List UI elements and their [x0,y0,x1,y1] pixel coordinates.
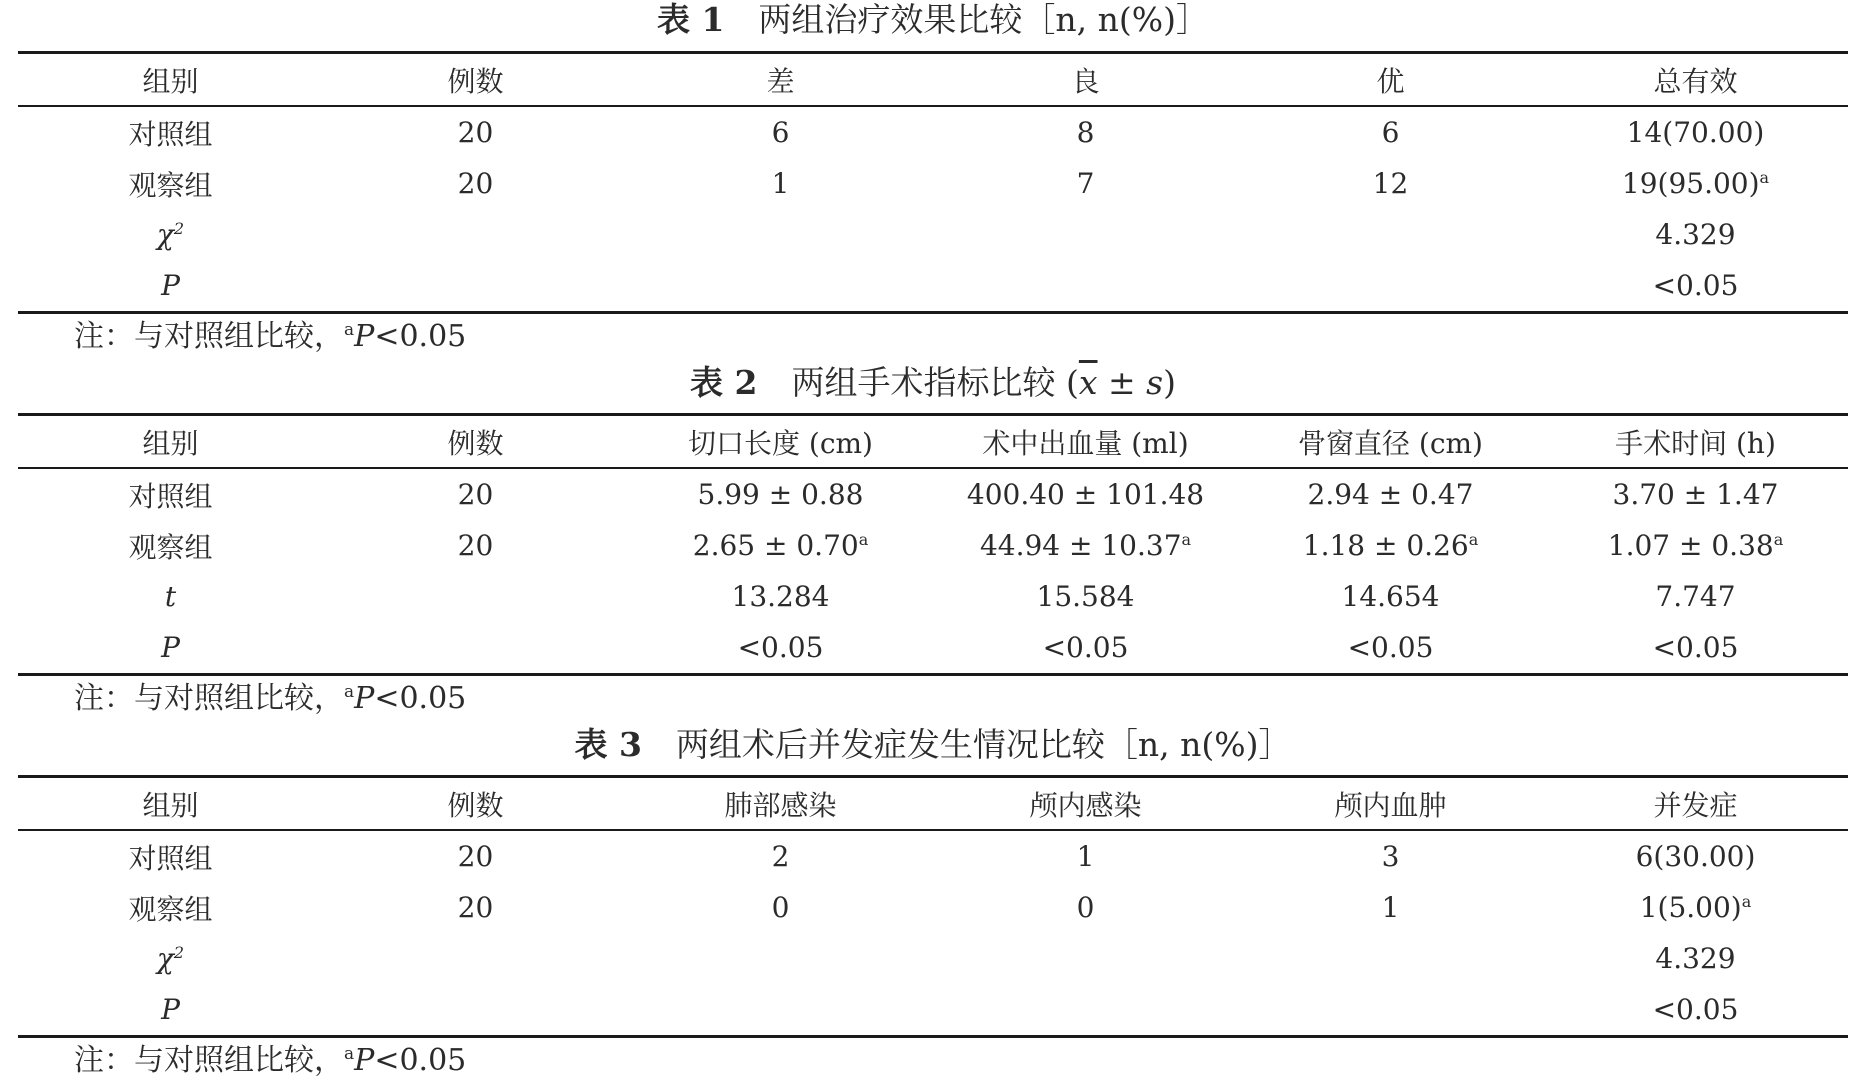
significance-mark: a [1468,530,1479,549]
table-row [18,106,1848,158]
table-row [18,158,1848,209]
stat-value [933,209,1238,260]
stat-value: <0.05 [1543,984,1848,1037]
cell-value: 观察组 [128,530,213,564]
stat-value: 13.284 [731,580,830,613]
table-1-label: 表 1 [656,0,725,39]
table-cell [933,106,1238,158]
stat-value: <0.05 [933,622,1238,675]
table-cell [18,106,323,158]
column-header: 组别 [18,53,323,107]
stat-value [1238,933,1543,984]
cell-value: 19(95.00) [1621,167,1760,200]
table-cell [323,468,628,520]
table-1-caption [0,0,1866,42]
cell-value: 对照组 [128,479,213,513]
significance-mark: a [1773,530,1784,549]
stat-symbol: P [161,631,180,664]
table-2-title-mid: ± [1097,363,1147,402]
table-cell [1238,468,1543,520]
significance-mark: a [1741,892,1752,911]
table-cell [323,158,628,209]
stat-value: <0.05 [1543,622,1848,675]
cell-value: 3.70 ± 1.47 [1612,478,1779,511]
cell-value: 20 [457,478,494,511]
note-prefix: 注：与对照组比较， [74,681,344,716]
table-cell [933,882,1238,933]
stat-value: <0.05 [1238,622,1543,675]
table-cell [323,830,628,882]
cell-value: 44.94 ± 10.37 [979,529,1182,562]
stat-value: <0.05 [1543,260,1848,313]
table-2-note [74,679,466,719]
stat-value [628,260,933,313]
significance-mark: a [1181,530,1192,549]
table-cell [1543,830,1848,882]
table-cell [1238,106,1543,158]
stat-value [323,933,628,984]
table-cell [1543,158,1848,209]
table-cell [1238,158,1543,209]
table-3-note [74,1041,466,1081]
stat-value [628,984,933,1037]
cell-value: 1 [771,167,790,200]
cell-value: 14(70.00) [1626,116,1765,149]
stat-value [933,933,1238,984]
stat-row [18,622,1848,675]
table-cell [628,468,933,520]
table-1-header-row [18,53,1848,107]
column-header: 组别 [18,777,323,831]
note-rest: <0.05 [374,319,467,354]
table-row [18,520,1848,571]
table-cell [933,830,1238,882]
stat-value: 4.329 [1655,218,1736,251]
cell-value: 对照组 [128,841,213,875]
note-rest: <0.05 [374,1043,467,1078]
note-mark: a [344,682,355,702]
column-header: 总有效 [1543,53,1848,107]
cell-value: 12 [1372,167,1409,200]
stat-row [18,571,1848,622]
column-header: 例数 [323,777,628,831]
stat-exponent: 2 [173,219,185,238]
table-cell [933,158,1238,209]
table-cell [1543,882,1848,933]
note-prefix: 注：与对照组比较， [74,1043,344,1078]
stat-label [18,209,323,260]
stat-value [1238,984,1543,1037]
table-cell [1238,830,1543,882]
cell-value: 20 [457,891,494,924]
cell-value: 6 [771,116,790,149]
table-cell [18,158,323,209]
cell-value: 2.94 ± 0.47 [1307,478,1474,511]
cell-value: 400.40 ± 101.48 [966,478,1205,511]
note-p: P [354,319,375,354]
cell-value: 6(30.00) [1635,840,1756,873]
table-1-note [74,317,466,357]
cell-value: 5.99 ± 0.88 [697,478,864,511]
stat-value [323,622,628,675]
table-1 [18,51,1848,314]
stat-value: <0.05 [628,622,933,675]
cell-value: 20 [457,167,494,200]
cell-value: 20 [457,840,494,873]
significance-mark: a [858,530,869,549]
cell-value: 观察组 [128,892,213,926]
cell-value: 1 [1381,891,1400,924]
table-2-caption [0,361,1866,405]
table-cell [323,882,628,933]
table-cell [628,106,933,158]
stat-value: 7.747 [1655,580,1736,613]
stat-value [933,984,1238,1037]
column-header: 骨窗直径 (cm) [1238,415,1543,469]
cell-value: 0 [1076,891,1095,924]
stat-value: 14.654 [1341,580,1440,613]
stat-row [18,209,1848,260]
cell-value: 1.18 ± 0.26 [1302,529,1469,562]
stat-label [18,260,323,313]
stat-label [18,571,323,622]
table-2-title-xbar: $\overline{x}$ [1078,363,1098,402]
table-cell [18,830,323,882]
stat-symbol: P [161,993,180,1026]
note-mark: a [344,320,355,340]
cell-value: 1.07 ± 0.38 [1607,529,1774,562]
table-cell [628,882,933,933]
stat-row [18,984,1848,1037]
stat-value: 15.584 [1036,580,1135,613]
table-1-title: 两组治疗效果比较［n, n(%)］ [758,0,1210,39]
table-cell [628,830,933,882]
stat-row [18,260,1848,313]
table-3-caption [0,723,1866,767]
table-cell [1543,468,1848,520]
table-3-header-row [18,777,1848,831]
table-2-title-s: s [1146,363,1164,402]
table-cell [1238,882,1543,933]
table-cell [1543,106,1848,158]
column-header: 差 [628,53,933,107]
table-cell [1238,520,1543,571]
stat-symbol: χ [156,942,174,975]
cell-value: 观察组 [128,168,213,202]
stat-value [323,209,628,260]
stat-value [628,933,933,984]
stat-symbol: P [161,269,180,302]
stat-symbol: t [164,580,177,613]
table-cell [323,106,628,158]
table-2-label: 表 2 [690,363,758,402]
significance-mark: a [1759,168,1770,187]
note-prefix: 注：与对照组比较， [74,319,344,354]
column-header: 肺部感染 [628,777,933,831]
table-3-title: 两组术后并发症发生情况比较［n, n(%)］ [675,725,1292,764]
column-header: 颅内血肿 [1238,777,1543,831]
column-header: 术中出血量 (ml) [933,415,1238,469]
table-cell [628,158,933,209]
cell-value: 0 [771,891,790,924]
cell-value: 20 [457,529,494,562]
cell-value: 2.65 ± 0.70 [692,529,859,562]
cell-value: 2 [771,840,790,873]
table-row [18,882,1848,933]
table-2 [18,413,1848,676]
note-mark: a [344,1044,355,1064]
stat-value: 4.329 [1655,942,1736,975]
stat-symbol: χ [156,218,174,251]
cell-value: 7 [1076,167,1095,200]
cell-value: 1(5.00) [1639,891,1742,924]
table-cell [18,882,323,933]
note-p: P [354,681,375,716]
table-2-title-post: ) [1163,363,1176,402]
cell-value: 20 [457,116,494,149]
cell-value: 8 [1076,116,1095,149]
stat-value [933,260,1238,313]
stat-value [323,571,628,622]
cell-value: 6 [1381,116,1400,149]
column-header: 切口长度 (cm) [628,415,933,469]
note-p: P [354,1043,375,1078]
table-2-title-pre: 两组手术指标比较 ( [791,363,1079,402]
stat-value [628,209,933,260]
stat-exponent: 2 [173,943,185,962]
table-row [18,830,1848,882]
table-cell [933,520,1238,571]
cell-value: 对照组 [128,117,213,151]
stat-value [1238,260,1543,313]
stat-label [18,622,323,675]
column-header: 手术时间 (h) [1543,415,1848,469]
table-row [18,468,1848,520]
stat-value [1238,209,1543,260]
table-3 [18,775,1848,1038]
column-header: 优 [1238,53,1543,107]
column-header: 例数 [323,53,628,107]
column-header: 组别 [18,415,323,469]
table-cell [18,468,323,520]
table-2-header-row [18,415,1848,469]
table-cell [323,520,628,571]
stat-row [18,933,1848,984]
stat-value [323,260,628,313]
stat-label [18,933,323,984]
column-header: 并发症 [1543,777,1848,831]
stat-value [323,984,628,1037]
cell-value: 3 [1381,840,1400,873]
table-cell [628,520,933,571]
column-header: 颅内感染 [933,777,1238,831]
table-3-label: 表 3 [574,725,642,764]
column-header: 例数 [323,415,628,469]
column-header: 良 [933,53,1238,107]
table-cell [18,520,323,571]
cell-value: 1 [1076,840,1095,873]
note-rest: <0.05 [374,681,467,716]
table-cell [933,468,1238,520]
stat-label [18,984,323,1037]
table-cell [1543,520,1848,571]
